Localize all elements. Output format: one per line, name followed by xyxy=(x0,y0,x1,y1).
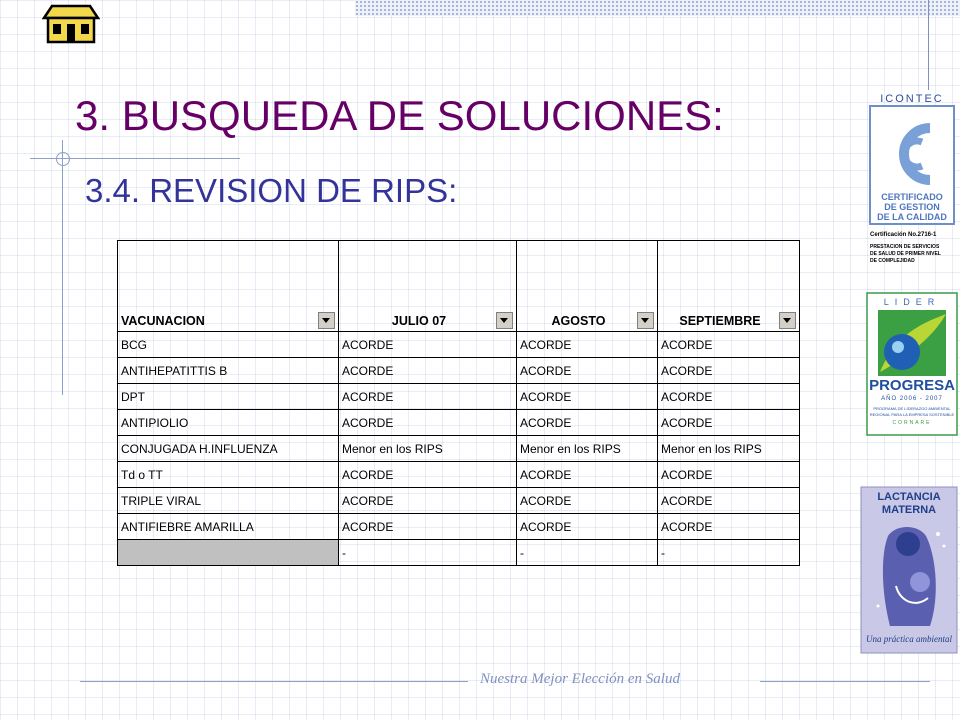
icontec-cert-line: DE GESTION xyxy=(884,202,940,212)
column-header-julio xyxy=(339,241,517,332)
slide-subtitle: 3.4. REVISION DE RIPS: xyxy=(85,172,458,209)
table-cell: CONJUGADA H.INFLUENZA xyxy=(118,436,339,462)
table-row xyxy=(118,436,800,462)
table-cell: ACORDE xyxy=(658,410,800,436)
table-cell: ACORDE xyxy=(339,332,517,358)
table-row xyxy=(118,332,800,358)
table-cell: Menor en los RIPS xyxy=(658,436,800,462)
footer-line-right xyxy=(760,681,930,682)
column-header-septiembre xyxy=(658,241,800,332)
table-row xyxy=(118,488,800,514)
column-header-agosto xyxy=(517,241,658,332)
table-cell: ACORDE xyxy=(517,358,658,384)
table-cell: Menor en los RIPS xyxy=(339,436,517,462)
lactancia-materna-logo xyxy=(860,486,958,654)
table-cell: ACORDE xyxy=(339,462,517,488)
lider-program-line: PROGRAMA DE LIDERAZGO AMBIENTAL xyxy=(873,406,951,411)
table-cell: ACORDE xyxy=(658,332,800,358)
decorative-circle xyxy=(56,152,70,166)
table-cell-empty xyxy=(118,540,339,566)
table-cell: ANTIPIOLIO xyxy=(118,410,339,436)
table-cell: ACORDE xyxy=(658,358,800,384)
table-cell: DPT xyxy=(118,384,339,410)
lider-progresa-logo xyxy=(866,292,958,436)
table-row xyxy=(118,514,800,540)
rips-table-container xyxy=(117,240,800,566)
table-row xyxy=(118,540,800,566)
top-decorative-band xyxy=(355,0,960,16)
lider-brand-text: PROGRESA xyxy=(869,377,955,394)
column-header-label: VACUNACION xyxy=(121,313,205,328)
table-cell: ACORDE xyxy=(339,488,517,514)
filter-dropdown-icon[interactable] xyxy=(496,312,513,329)
lactancia-bottom-text: Una práctica ambiental xyxy=(866,634,952,644)
table-cell: ACORDE xyxy=(517,384,658,410)
column-header-label: SEPTIEMBRE xyxy=(679,313,761,328)
table-cell: - xyxy=(339,540,517,566)
footer-line-left xyxy=(80,681,468,682)
filter-dropdown-icon[interactable] xyxy=(318,312,335,329)
column-header-label: JULIO 07 xyxy=(391,313,447,328)
table-cell: - xyxy=(658,540,800,566)
rips-table xyxy=(117,240,800,566)
table-cell: - xyxy=(517,540,658,566)
table-header-row xyxy=(118,241,800,332)
table-cell: ACORDE xyxy=(339,410,517,436)
icontec-logo xyxy=(866,88,958,276)
table-row xyxy=(118,358,800,384)
icontec-scope-line: DE SALUD DE PRIMER NIVEL xyxy=(870,251,941,257)
table-cell: Menor en los RIPS xyxy=(517,436,658,462)
lider-years-text: AÑO 2006 - 2007 xyxy=(881,396,943,402)
column-header-vacunacion xyxy=(118,241,339,332)
table-cell: ACORDE xyxy=(517,410,658,436)
table-cell: ACORDE xyxy=(517,488,658,514)
icontec-cert-number: Certificación No.2716-1 xyxy=(870,232,937,238)
decorative-vertical-line xyxy=(928,0,929,90)
slide-title: 3. BUSQUEDA DE SOLUCIONES: xyxy=(75,92,724,139)
home-icon[interactable] xyxy=(40,2,102,44)
decorative-line xyxy=(62,140,63,395)
table-cell: Td o TT xyxy=(118,462,339,488)
table-cell: ANTIFIEBRE AMARILLA xyxy=(118,514,339,540)
table-cell: ACORDE xyxy=(339,384,517,410)
lactancia-title-line: MATERNA xyxy=(881,504,937,516)
icontec-brand-text: ICONTEC xyxy=(880,93,944,105)
table-cell: ACORDE xyxy=(658,462,800,488)
table-cell: BCG xyxy=(118,332,339,358)
icontec-scope-line: DE COMPLEJIDAD xyxy=(870,258,915,264)
lider-program-line: CORNARE xyxy=(892,420,932,426)
icontec-cert-line: DE LA CALIDAD xyxy=(877,212,947,222)
filter-dropdown-icon[interactable] xyxy=(637,312,654,329)
table-row xyxy=(118,384,800,410)
table-cell: ACORDE xyxy=(658,384,800,410)
table-row xyxy=(118,410,800,436)
lider-program-line: REGIONAL PARA LA EMPRESA SOSTENIBLE xyxy=(869,412,955,417)
column-header-label: AGOSTO xyxy=(551,313,606,328)
table-cell: ACORDE xyxy=(517,462,658,488)
icontec-cert-line: CERTIFICADO xyxy=(881,192,943,202)
table-cell: ACORDE xyxy=(658,514,800,540)
table-cell: ACORDE xyxy=(339,514,517,540)
lider-top-text: LIDER xyxy=(883,297,941,307)
table-cell: ANTIHEPATITTIS B xyxy=(118,358,339,384)
table-row xyxy=(118,462,800,488)
table-cell: ACORDE xyxy=(658,488,800,514)
table-cell: ACORDE xyxy=(517,514,658,540)
filter-dropdown-icon[interactable] xyxy=(779,312,796,329)
lactancia-title-line: LACTANCIA xyxy=(877,491,941,503)
footer-slogan: Nuestra Mejor Elección en Salud xyxy=(480,671,680,687)
table-cell: ACORDE xyxy=(517,332,658,358)
table-cell: TRIPLE VIRAL xyxy=(118,488,339,514)
icontec-scope-line: PRESTACION DE SERVICIOS xyxy=(870,244,940,250)
table-cell: ACORDE xyxy=(339,358,517,384)
